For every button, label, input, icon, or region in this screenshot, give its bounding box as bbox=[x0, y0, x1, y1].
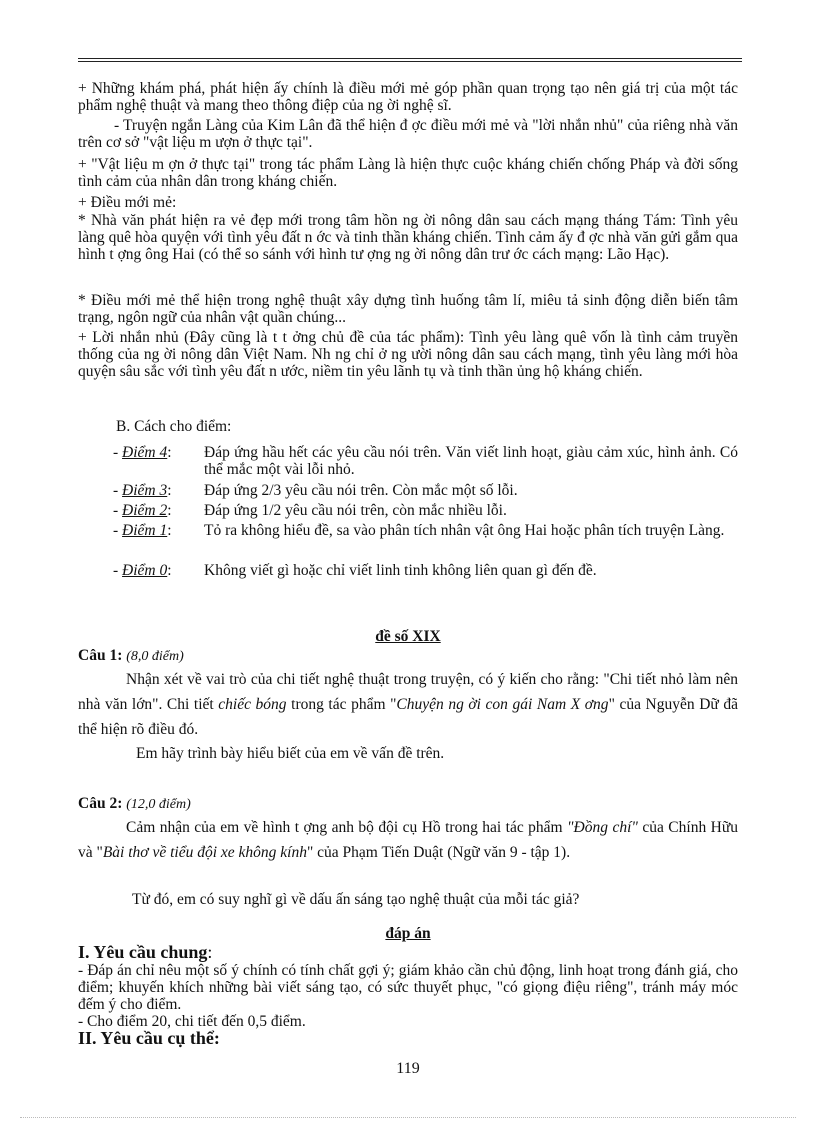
paragraph: + Những khám phá, phát hiện ấy chính là điều mới mẻ góp phần quan trọng tạo nên giá trị của một tác phẩm nghệ thuật và mang theo thông điệp của ng ời nghệ sĩ. bbox=[78, 80, 738, 114]
exam-title: đề số XIX bbox=[375, 628, 441, 645]
score-text: Tỏ ra không hiểu đề, sa vào phân tích nhân vật ông Hai hoặc phân tích truyện Làng. bbox=[204, 522, 725, 539]
score-row bbox=[113, 482, 738, 499]
scoring-title: B. Cách cho điểm: bbox=[116, 418, 232, 435]
paragraph bbox=[78, 117, 738, 151]
paragraph: - Cho điểm 20, chi tiết đến 0,5 điểm. bbox=[78, 1013, 306, 1030]
question-heading: Câu 1: (8,0 điểm) bbox=[78, 647, 184, 664]
question-text: Nhận xét về vai trò của chi tiết nghệ thuật trong truyện, có ý kiến cho rằng: "Chi tiết nhỏ làm nên nhà văn lớn". Chi tiết chiếc bóng trong tác phẩm "Chuyện ng ời con gái Nam X ơng" của Nguyễn Dữ đã thể hiện rõ điều đó. bbox=[78, 671, 738, 738]
score-label: - Điểm 0: bbox=[113, 562, 172, 579]
score-label: - Điểm 2: bbox=[113, 502, 172, 519]
question-text: Từ đó, em có suy nghĩ gì về dấu ấn sáng tạo nghệ thuật của mỗi tác giả? bbox=[132, 891, 580, 908]
section-heading: I. Yêu cầu chung: bbox=[78, 942, 213, 962]
score-text: Đáp ứng 1/2 yêu cầu nói trên, còn mắc nhiều lỗi. bbox=[204, 502, 507, 519]
score-text: Đáp ứng 2/3 yêu cầu nói trên. Còn mắc một số lỗi. bbox=[204, 482, 518, 499]
score-row bbox=[113, 444, 738, 478]
page-number: 119 bbox=[396, 1060, 420, 1077]
paragraph: - Đáp án chỉ nêu một số ý chính có tính chất gợi ý; giám khảo cần chủ động, linh hoạt trong đánh giá, cho điểm; khuyến khích những bài viết sáng tạo, có sức thuyết phục, "có giọng điệu riêng", tránh máy móc đếm ý cho điểm. bbox=[78, 962, 738, 1013]
section-heading: II. Yêu cầu cụ thể: bbox=[78, 1028, 220, 1048]
score-label: - Điểm 4: bbox=[113, 444, 172, 461]
score-row bbox=[113, 562, 738, 579]
question-text: Em hãy trình bày hiểu biết của em về vấn đề trên. bbox=[136, 745, 445, 762]
question-text: Cảm nhận của em về hình t ợng anh bộ đội cụ Hồ trong hai tác phẩm "Đồng chí" của Chính Hữu và "Bài thơ về tiểu đội xe không kính" của Phạm Tiến Duật (Ngữ văn 9 - tập 1). bbox=[78, 819, 738, 861]
score-row bbox=[113, 522, 738, 539]
score-label: - Điểm 3: bbox=[113, 482, 172, 499]
score-text: Đáp ứng hầu hết các yêu cầu nói trên. Văn viết linh hoạt, giàu cảm xúc, hình ảnh. Có thể mắc một vài lỗi nhỏ. bbox=[204, 444, 738, 478]
score-text: Không viết gì hoặc chỉ viết linh tinh không liên quan gì đến đề. bbox=[204, 562, 597, 579]
paragraph: + "Vật liệu m ợn ở thực tại" trong tác phẩm Làng là hiện thực cuộc kháng chiến chống Pháp và đời sống tình cảm của nhân dân trong kháng chiến. bbox=[78, 156, 738, 190]
paragraph: * Nhà văn phát hiện ra vẻ đẹp mới trong tâm hồn ng ời nông dân sau cách mạng tháng Tám: Tình yêu làng quê hòa quyện với tình yêu đất n ớc và tinh thần kháng chiến. Tình cảm ấy đ ợc nhà văn gửi gắm qua hình t ợng ông Hai (có thể so sánh với hình tư ợng ng ời nông dân trư ớc cách mạng: Lão Hạc). bbox=[78, 212, 738, 263]
paragraph: + Điều mới mẻ: bbox=[78, 194, 177, 211]
footer-divider bbox=[20, 1117, 796, 1118]
question-heading: Câu 2: (12,0 điểm) bbox=[78, 795, 191, 812]
paragraph: + Lời nhắn nhủ (Đây cũng là t t ởng chủ đề của tác phẩm): Tình yêu làng quê vốn là tình cảm truyền thống của ng ời nông dân Việt Nam. Nh ng chỉ ở ng ười nông dân sau cách mạng, tình yêu làng mới hòa quyện sâu sắc với tình yêu đất n ước, niềm tin yêu lãnh tụ và tinh thần ủng hộ kháng chiến. bbox=[78, 329, 738, 380]
paragraph-text: - Truyện ngắn Làng của Kim Lân đã thể hiện đ ợc điều mới mẻ và "lời nhắn nhủ" của riêng nhà văn trên cơ sở "vật liệu m ượn ở thực tại". bbox=[78, 117, 738, 151]
score-row bbox=[113, 502, 738, 519]
paragraph: * Điều mới mẻ thể hiện trong nghệ thuật xây dựng tình huống tâm lí, miêu tả sinh động diễn biến tâm trạng, ngôn ngữ của nhân vật quần chúng... bbox=[78, 292, 738, 326]
answer-title: đáp án bbox=[385, 925, 431, 942]
score-label: - Điểm 1: bbox=[113, 522, 172, 539]
